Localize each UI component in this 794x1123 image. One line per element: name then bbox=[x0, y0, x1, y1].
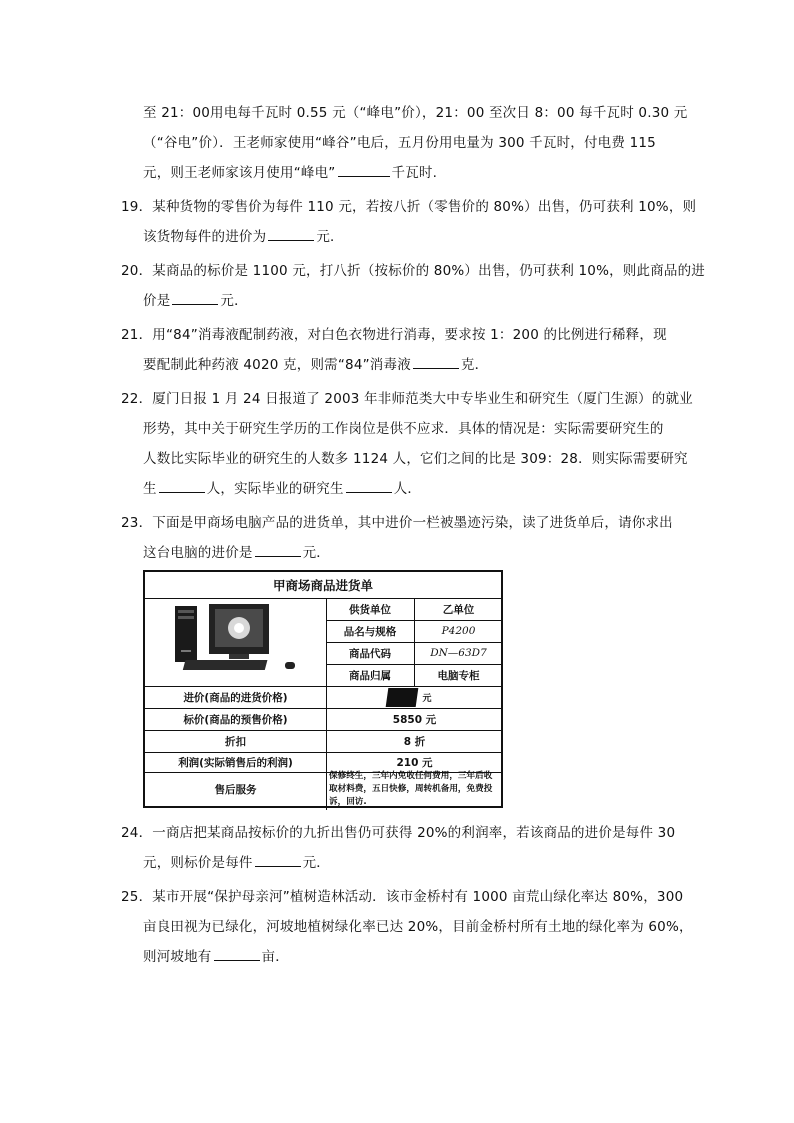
profit-value: 210 元 bbox=[396, 756, 433, 769]
cost-price-value: 元 bbox=[422, 693, 432, 704]
category-label: 商品归属 bbox=[349, 669, 391, 682]
text-segment: 人，实际毕业的研究生 bbox=[206, 481, 344, 497]
supplier-label: 供货单位 bbox=[349, 603, 391, 616]
answer-blank[interactable] bbox=[172, 292, 218, 305]
text-segment: 则河坡地有 bbox=[143, 949, 212, 965]
text-line: 亩良田视为已绿化，河坡地植树绿化率已达 20%，目前金桥村所有土地的绿化率为 60%， bbox=[143, 919, 693, 935]
answer-blank[interactable] bbox=[255, 854, 301, 867]
text-line: （“谷电”价）．王老师家使用“峰谷”电后，五月份用电量为 300 千瓦时，付电费 115 bbox=[143, 135, 656, 151]
text-line: 至 21：00用电每千瓦时 0.55 元（“峰电”价），21：00 至次日 8：00 每千瓦时 0.30 元 bbox=[143, 105, 688, 121]
text-line: 形势，其中关于研究生学历的工作岗位是供不应求．具体的情况是：实际需要研究生的 bbox=[143, 421, 664, 437]
name-spec-value: P4200 bbox=[441, 625, 476, 637]
name-spec-label: 品名与规格 bbox=[343, 625, 397, 638]
question-25: 25．某市开展“保护母亲河”植树造林活动．该市金桥村有 1000 亩荒山绿化率达 80%，300 bbox=[121, 889, 684, 905]
answer-blank[interactable] bbox=[346, 480, 392, 493]
answer-blank[interactable] bbox=[413, 356, 459, 369]
text-segment: 元． bbox=[302, 545, 331, 561]
text-segment: 价是 bbox=[143, 293, 171, 309]
text-line bbox=[143, 544, 330, 562]
text-segment: 元，则王老师家该月使用“峰电” bbox=[143, 165, 336, 181]
text-line bbox=[143, 480, 421, 498]
question-20: 20．某商品的标价是 1100 元，打八折（按标价的 80%）出售，仍可获利 10%，则此商品的进 bbox=[121, 263, 706, 279]
computer-image bbox=[173, 602, 305, 674]
after-sales-value: 保修终生，三年内免收任何费用，三年后收取材料费，五日快修，周转机备用，免费投诉，回访. bbox=[329, 770, 493, 807]
product-code-label: 商品代码 bbox=[349, 647, 391, 660]
text-segment: 元． bbox=[302, 855, 331, 871]
category-value: 电脑专柜 bbox=[437, 669, 480, 682]
text-segment: 人． bbox=[393, 481, 422, 497]
text-line bbox=[143, 164, 437, 182]
text-segment: 生 bbox=[143, 481, 157, 497]
receipt-title: 甲商场商品进货单 bbox=[272, 578, 373, 593]
supplier-value: 乙单位 bbox=[442, 603, 475, 616]
question-23: 23．下面是甲商场电脑产品的进货单，其中进价一栏被墨迹污染，读了进货单后，请你求出 bbox=[121, 515, 673, 531]
ink-stain bbox=[386, 688, 419, 707]
text-segment: 克． bbox=[460, 357, 489, 373]
text-segment: 这台电脑的进价是 bbox=[143, 545, 253, 561]
product-code-value: DN—63D7 bbox=[430, 647, 487, 659]
after-sales-label: 售后服务 bbox=[214, 783, 257, 796]
question-24: 24．一商店把某商品按标价的九折出售仍可获得 20%的利润率，若该商品的进价是每件 30 bbox=[121, 825, 676, 841]
discount-value: 8 折 bbox=[403, 735, 426, 748]
profit-label: 利润(实际销售后的利润) bbox=[178, 756, 293, 769]
purchase-receipt-table bbox=[143, 570, 503, 808]
text-line bbox=[143, 356, 488, 374]
text-line bbox=[143, 854, 330, 872]
text-segment: 元． bbox=[220, 293, 248, 309]
text-segment: 元． bbox=[316, 229, 344, 245]
text-line: 人数比实际毕业的研究生的人数多 1124 人，它们之间的比是 309：28．则实际需要研究 bbox=[143, 451, 688, 467]
answer-blank[interactable] bbox=[255, 544, 301, 557]
text-segment: 千瓦时. bbox=[391, 165, 438, 181]
text-line bbox=[143, 292, 248, 310]
answer-blank[interactable] bbox=[214, 948, 260, 961]
answer-blank[interactable] bbox=[159, 480, 205, 493]
list-price-value: 5850 元 bbox=[392, 713, 437, 726]
question-21: 21．用“84”消毒液配制药液，对白色衣物进行消毒，要求按 1：200 的比例进行稀释，现 bbox=[121, 327, 667, 343]
answer-blank[interactable] bbox=[268, 228, 314, 241]
cost-price-label: 进价(商品的进货价格) bbox=[183, 691, 288, 704]
list-price-label: 标价(商品的预售价格) bbox=[183, 713, 288, 726]
discount-label: 折扣 bbox=[225, 735, 246, 748]
text-segment: 亩． bbox=[261, 949, 289, 965]
text-segment: 要配制此种药液 4020 克，则需“84”消毒液 bbox=[143, 357, 411, 373]
answer-blank[interactable] bbox=[338, 164, 390, 177]
question-19: 19．某种货物的零售价为每件 110 元，若按八折（零售价的 80%）出售，仍可获利 10%，则 bbox=[121, 199, 697, 215]
question-22: 22．厦门日报 1 月 24 日报道了 2003 年非师范类大中专毕业生和研究生（厦门生源）的就业 bbox=[121, 391, 693, 407]
text-line bbox=[143, 948, 289, 966]
text-segment: 元，则标价是每件 bbox=[143, 855, 253, 871]
text-line bbox=[143, 228, 344, 246]
text-segment: 该货物每件的进价为 bbox=[143, 229, 267, 245]
